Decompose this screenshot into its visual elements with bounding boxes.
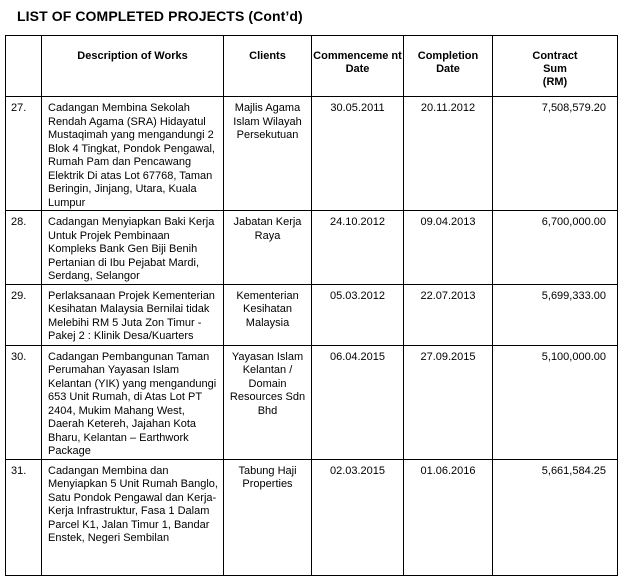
table-row — [6, 284, 618, 345]
row-commencement-date: 06.04.2015 — [312, 345, 404, 459]
row-client: Kementerian Kesihatan Malaysia — [224, 284, 312, 345]
row-description: Perlaksanaan Projek Kementerian Kesihatan Malaysia Bernilai tidak Melebihi RM 5 Juta Zon Timur - Pakej 2 : Klinik Desa/Kuarters — [42, 284, 224, 345]
header-clients: Clients — [224, 36, 312, 97]
row-number: 29. — [6, 284, 42, 345]
row-contract-sum: 5,100,000.00 — [493, 345, 618, 459]
row-description: Cadangan Membina dan Menyiapkan 5 Unit Rumah Banglo, Satu Pondok Pengawal dan Kerja-Kerja Infrastruktur, Fasa 1 Dalam Parcel K1, Jalan Timur 1, Bandar Enstek, Negeri Sembilan — [42, 459, 224, 575]
row-contract-sum: 5,661,584.25 — [493, 459, 618, 575]
row-commencement-date: 24.10.2012 — [312, 211, 404, 285]
page-title: LIST OF COMPLETED PROJECTS (Cont’d) — [17, 8, 303, 24]
table-row — [6, 459, 618, 575]
table-row — [6, 211, 618, 285]
header-commencement: Commenceme nt Date — [312, 36, 404, 97]
row-client: Yayasan Islam Kelantan / Domain Resources Sdn Bhd — [224, 345, 312, 459]
row-number: 27. — [6, 97, 42, 211]
header-row — [6, 36, 618, 97]
row-completion-date: 01.06.2016 — [404, 459, 493, 575]
row-number: 31. — [6, 459, 42, 575]
row-contract-sum: 6,700,000.00 — [493, 211, 618, 285]
row-number: 30. — [6, 345, 42, 459]
row-client: Jabatan Kerja Raya — [224, 211, 312, 285]
row-client: Tabung Haji Properties — [224, 459, 312, 575]
row-completion-date: 27.09.2015 — [404, 345, 493, 459]
header-contract-sum-label: Contract Sum — [532, 50, 578, 75]
row-completion-date: 20.11.2012 — [404, 97, 493, 211]
row-contract-sum: 7,508,579.20 — [493, 97, 618, 211]
table-row — [6, 345, 618, 459]
row-number: 28. — [6, 211, 42, 285]
header-contract-sum-unit: (RM) — [542, 76, 568, 88]
header-no — [6, 36, 42, 97]
row-client: Majlis Agama Islam Wilayah Persekutuan — [224, 97, 312, 211]
row-contract-sum: 5,699,333.00 — [493, 284, 618, 345]
projects-table — [5, 35, 618, 576]
header-description: Description of Works — [42, 36, 224, 97]
header-completion: Completion Date — [404, 36, 493, 97]
header-contract-sum — [493, 36, 618, 97]
row-description: Cadangan Menyiapkan Baki Kerja Untuk Projek Pembinaan Kompleks Bank Gen Biji Benih Pertanian di Ibu Pejabat Mardi, Serdang, Selangor — [42, 211, 224, 285]
row-completion-date: 22.07.2013 — [404, 284, 493, 345]
row-completion-date: 09.04.2013 — [404, 211, 493, 285]
row-commencement-date: 05.03.2012 — [312, 284, 404, 345]
table-row — [6, 97, 618, 211]
row-commencement-date: 02.03.2015 — [312, 459, 404, 575]
row-description: Cadangan Membina Sekolah Rendah Agama (SRA) Hidayatul Mustaqimah yang mengandungi 2 Blok 4 Tingkat, Pondok Pengawal, Rumah Pam dan Pencawang Elektrik Di atas Lot 67768, Taman Beringin, Jinjang, Utara, Kuala Lumpur — [42, 97, 224, 211]
row-commencement-date: 30.05.2011 — [312, 97, 404, 211]
row-description: Cadangan Pembangunan Taman Perumahan Yayasan Islam Kelantan (YIK) yang mengandungi 653 Unit Rumah, di Atas Lot PT 2404, Mukim Mahang West, Daerah Ketereh, Jajahan Kota Bharu, Kelantan – Earthwork Package — [42, 345, 224, 459]
